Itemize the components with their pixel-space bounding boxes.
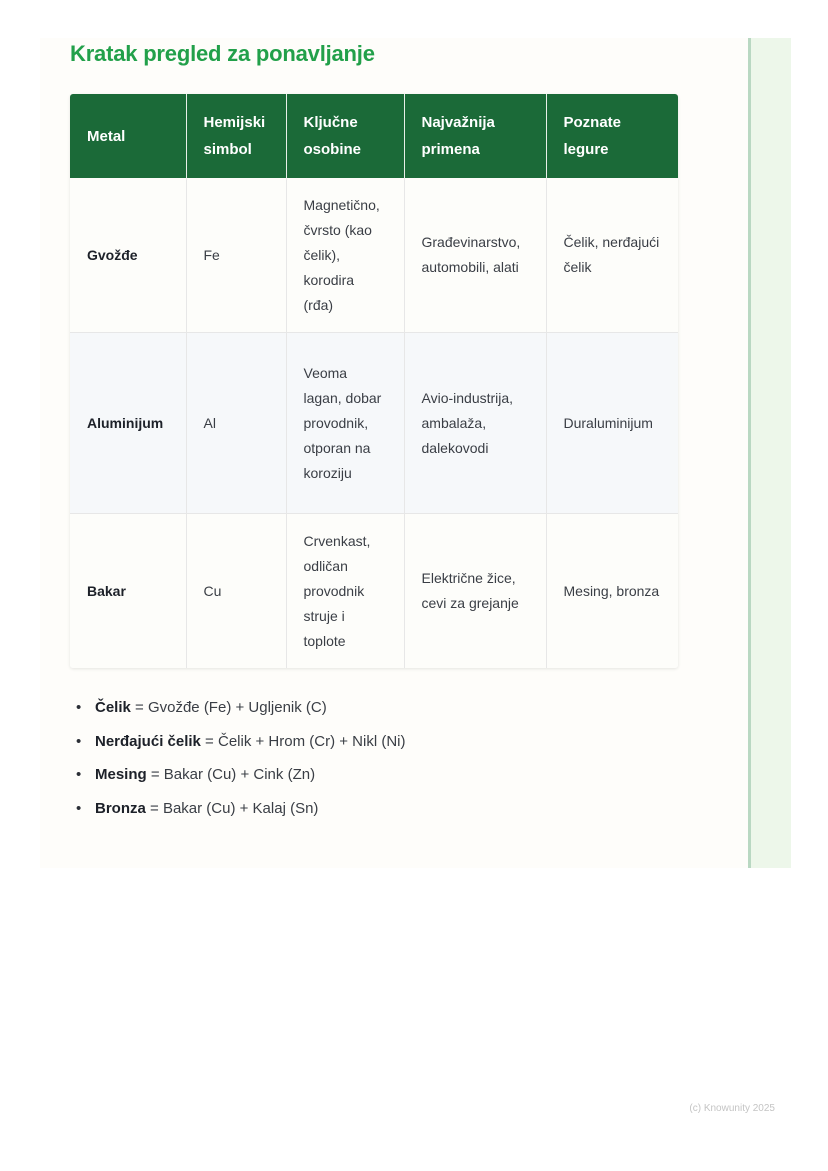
cell-alloys: Duraluminijum [546, 333, 678, 514]
cell-alloys: Mesing, bronza [546, 514, 678, 669]
header-application: Najvažnija primena [404, 94, 546, 178]
table-row [70, 514, 678, 669]
cell-symbol: Cu [186, 514, 286, 669]
list-item [76, 761, 406, 795]
cell-metal: Bakar [70, 514, 186, 669]
alloy-equation: = Bakar (Cu) + Kalaj (Sn) [145, 799, 319, 817]
header-symbol: Hemijski simbol [186, 94, 286, 178]
side-strip [748, 38, 791, 868]
cell-properties: Crvenkast, odličan provodnik struje i toplote [286, 514, 404, 669]
alloy-equation: = Čelik + Hrom (Cr) + Nikl (Ni) [200, 732, 406, 750]
cell-application: Električne žice, cevi za grejanje [404, 514, 546, 669]
cell-symbol: Al [186, 333, 286, 514]
cell-properties: Veoma lagan, dobar provodnik, otporan na koroziju [286, 333, 404, 514]
list-item [76, 795, 406, 829]
alloy-equation: = Bakar (Cu) + Cink (Zn) [146, 766, 316, 783]
cell-application: Građevinarstvo, automobili, alati [404, 178, 546, 333]
cell-properties: Magnetično, čvrsto (kao čelik), korodira (rđa) [286, 178, 404, 333]
header-metal: Metal [70, 94, 186, 178]
page-title: Kratak pregled za ponavljanje [70, 41, 375, 66]
header-alloys: Poznate legure [546, 94, 678, 178]
cell-symbol: Fe [186, 178, 286, 333]
list-item [76, 694, 406, 728]
cell-alloys: Čelik, nerđajući čelik [546, 178, 678, 333]
alloy-name: Mesing [95, 766, 147, 783]
alloy-equation: = Gvožđe (Fe) + Ugljenik (C) [130, 699, 327, 716]
bullet-icon: • [76, 732, 82, 750]
table-header-row [70, 94, 678, 178]
metals-table-container [70, 94, 678, 668]
bullet-icon: • [76, 766, 82, 783]
table-row [70, 178, 678, 333]
copyright-footer: (c) Knowunity 2025 [689, 1103, 775, 1114]
alloy-composition-list [76, 694, 406, 828]
list-item [76, 728, 406, 762]
cell-metal: Aluminijum [70, 333, 186, 514]
alloy-name: Nerđajući čelik [95, 732, 201, 750]
bullet-icon: • [76, 699, 82, 716]
cell-metal: Gvožđe [70, 178, 186, 333]
cell-application: Avio-industrija, ambalaža, dalekovodi [404, 333, 546, 514]
table-row [70, 333, 678, 514]
alloy-name: Bronza [95, 799, 146, 817]
bullet-icon: • [76, 799, 82, 817]
metals-table [70, 94, 678, 668]
alloy-name: Čelik [95, 699, 131, 716]
header-properties: Ključne osobine [286, 94, 404, 178]
